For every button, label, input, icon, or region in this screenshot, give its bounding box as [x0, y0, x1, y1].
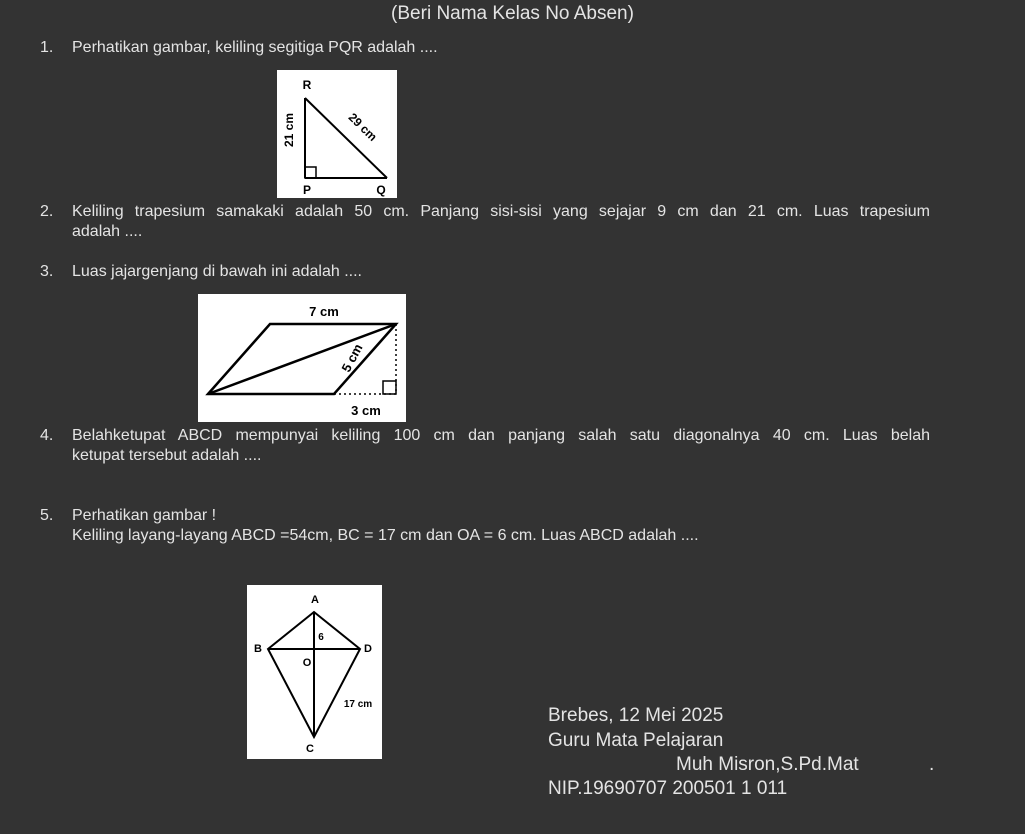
question-2-number: 2.: [40, 203, 54, 220]
side-rq-label: 29 cm: [345, 110, 380, 144]
question-4-text-line-2: ketupat tersebut adalah ....: [72, 447, 262, 464]
question-5-text-line-2: Keliling layang-layang ABCD =54cm, BC = 17 cm dan OA = 6 cm. Luas ABCD adalah ....: [72, 527, 699, 544]
page-title: (Beri Nama Kelas No Absen): [391, 3, 634, 24]
question-5-number: 5.: [40, 507, 54, 524]
vertex-b-label: B: [254, 643, 262, 655]
question-5-text-line-1: Perhatikan gambar !: [72, 507, 217, 524]
question-2-text-line-1: Keliling trapesium samakaki adalah 50 cm. Panjang sisi-sisi yang sejajar 9 cm dan 21 cm. Luas trapesium: [72, 203, 930, 220]
vertex-p-label: P: [302, 183, 312, 197]
question-4-text-line-1: Belahketupat ABCD mempunyai keliling 100 cm dan panjang salah satu diagonalnya 40 cm. Luas belah: [72, 427, 930, 444]
diagonal-label: 5 cm: [338, 341, 366, 375]
parallelogram-diagonal: [208, 324, 396, 394]
question-4-number: 4.: [40, 427, 54, 444]
right-angle-marker: [305, 167, 316, 178]
kite-figure: [247, 585, 382, 759]
bc-length-label: 17 cm: [343, 699, 373, 710]
question-1-text: Perhatikan gambar, keliling segitiga PQR adalah ....: [72, 39, 438, 56]
center-o-label: O: [302, 657, 312, 669]
vertex-q-label: Q: [376, 183, 386, 197]
right-angle-marker: [383, 381, 396, 394]
question-3-text: Luas jajargenjang di bawah ini adalah ....: [72, 263, 362, 280]
vertex-d-label: D: [364, 643, 372, 655]
vertex-c-label: C: [306, 743, 314, 755]
vertex-r-label: R: [302, 78, 312, 92]
triangle-pqr-figure: [277, 70, 397, 198]
parallelogram-figure: [198, 294, 406, 422]
top-side-label: 7 cm: [309, 304, 339, 319]
signature-dot: .: [929, 754, 935, 775]
question-1-number: 1.: [40, 39, 54, 56]
side-pr-label: 21 cm: [282, 112, 296, 148]
question-2-text-line-2: adalah ....: [72, 223, 143, 240]
vertex-a-label: A: [311, 594, 319, 606]
signature-place-date: Brebes, 12 Mei 2025: [548, 705, 724, 726]
oa-length-label: 6: [318, 632, 324, 643]
signature-nip: NIP.19690707 200501 1 011: [548, 778, 788, 799]
signature-name: Muh Misron,S.Pd.Mat: [676, 754, 859, 775]
question-3-number: 3.: [40, 263, 54, 280]
signature-role: Guru Mata Pelajaran: [548, 730, 724, 751]
bottom-extension-label: 3 cm: [351, 403, 381, 418]
